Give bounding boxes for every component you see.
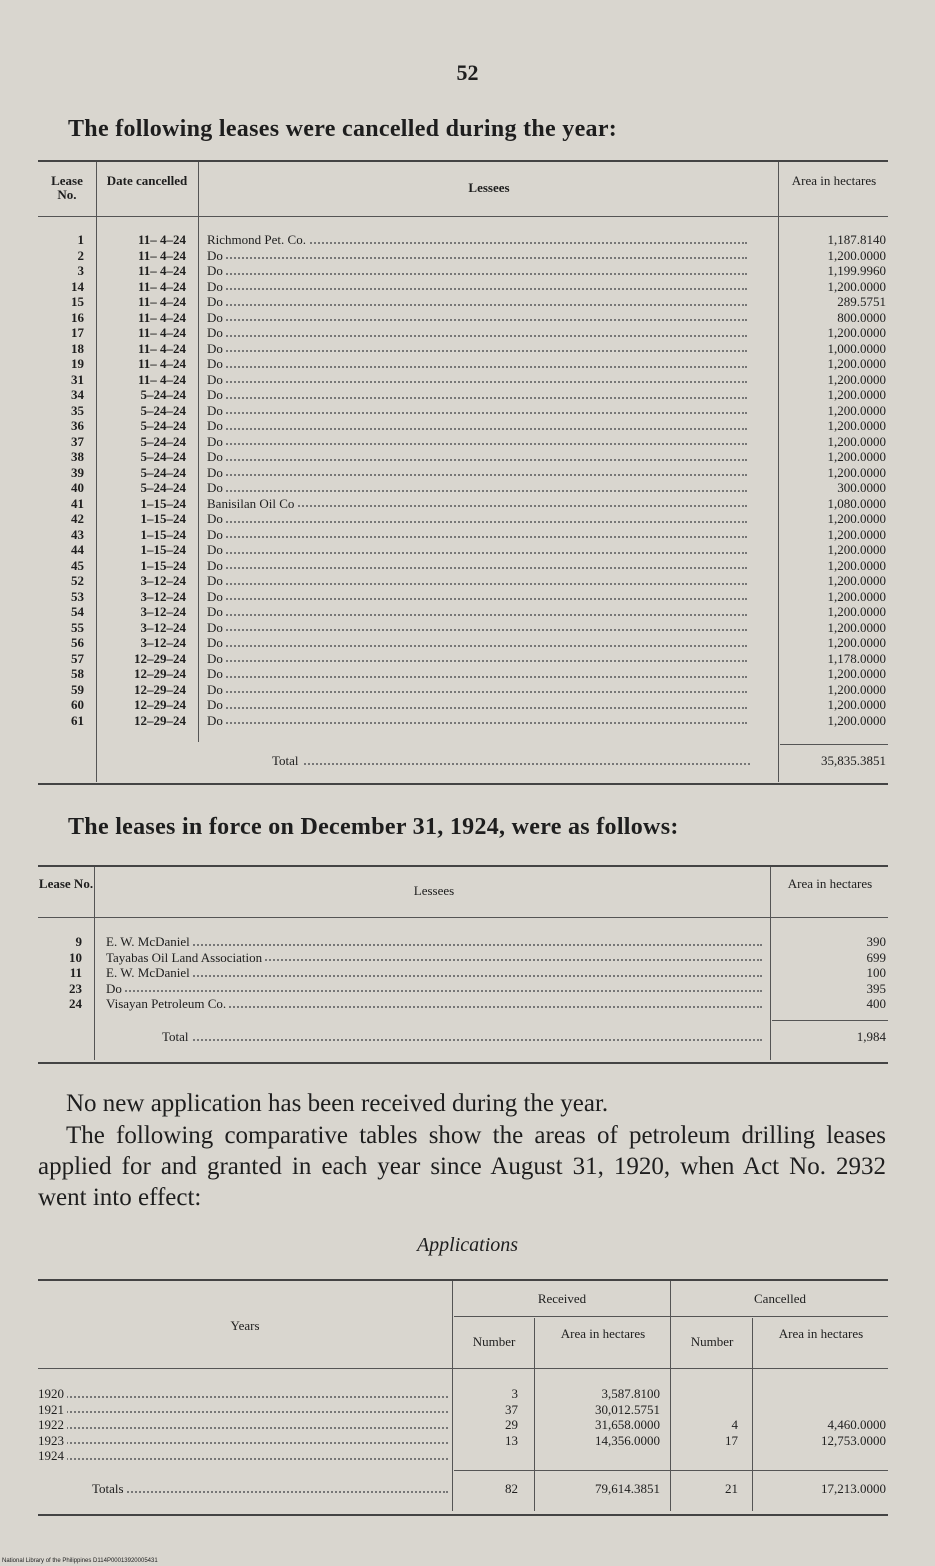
date-cell: 1–15–24 <box>140 511 186 526</box>
lessee-cell <box>207 248 747 264</box>
area-cell: 1,200.0000 <box>827 371 886 387</box>
area-cell: 390 <box>866 934 886 949</box>
year-cell-text: 1921 <box>38 1402 67 1417</box>
lease-no-cell: 41 <box>71 495 84 511</box>
lease-no-cell: 37 <box>71 433 84 449</box>
lessee-cell-text: Do <box>207 651 226 666</box>
lessee-cell <box>207 310 747 326</box>
date-cell: 1–15–24 <box>140 557 186 573</box>
date-cell: 11– 4–24 <box>137 309 186 325</box>
column-divider <box>770 867 771 1060</box>
date-cell: 5–24–24 <box>140 464 186 480</box>
area-cell: 1,200.0000 <box>827 247 886 263</box>
lessee-cell-text: Do <box>207 356 226 371</box>
lessee-cell-text: Do <box>207 449 226 464</box>
lease-no-cell: 39 <box>71 464 84 480</box>
column-divider <box>94 867 95 1060</box>
table-top-rule <box>38 160 888 162</box>
area-cell: 1,200.0000 <box>827 418 886 433</box>
area-cell: 1,200.0000 <box>827 542 886 557</box>
header-received: Received <box>537 1291 587 1306</box>
lessee-cell-text: Do <box>207 341 226 356</box>
lessee-cell <box>207 434 747 450</box>
lessee-cell <box>106 950 762 966</box>
header-area: Area in hectares <box>791 173 877 188</box>
area-cell: 1,200.0000 <box>827 619 886 635</box>
lease-no-cell: 40 <box>71 480 84 495</box>
date-cell: 1–15–24 <box>140 495 186 511</box>
lease-no-cell: 34 <box>71 387 84 402</box>
received-number-column <box>456 1386 518 1464</box>
date-cell: 11– 4–24 <box>137 247 186 263</box>
date-cell: 11– 4–24 <box>137 356 186 371</box>
area-cell: 1,200.0000 <box>827 356 886 371</box>
lessee-cell <box>207 511 747 527</box>
lessee-cell-text: Do <box>207 279 226 294</box>
header-bottom-rule <box>38 917 888 918</box>
total-label: Total <box>162 1029 762 1045</box>
date-cell: 12–29–24 <box>134 650 186 666</box>
area-cell: 1,200.0000 <box>827 557 886 573</box>
lessee-cell <box>207 418 747 434</box>
totals-rule <box>454 1470 888 1471</box>
area-cell: 800.0000 <box>837 309 886 325</box>
area-cell: 1,200.0000 <box>827 526 886 542</box>
totals-cancelled-area: 17,213.0000 <box>821 1481 886 1496</box>
lessee-cell <box>207 527 747 543</box>
totals-label: Totals <box>92 1481 448 1497</box>
received-area-column <box>538 1386 660 1464</box>
lessee-cell <box>207 387 747 403</box>
lessee-cell-text: Do <box>207 418 226 433</box>
cancelled-heading: The following leases were cancelled during the year: <box>68 116 618 142</box>
header-received-area: Area in hectares <box>560 1326 646 1341</box>
lessee-cell-text: Do <box>207 527 226 542</box>
area-cell: 1,187.8140 <box>827 232 886 247</box>
date-cell: 11– 4–24 <box>137 340 186 356</box>
lessee-cell <box>207 713 747 729</box>
lessee-cell-text: Do <box>207 604 226 619</box>
area-cell: 699 <box>866 949 886 965</box>
lessee-cell-text: Do <box>207 511 226 526</box>
total-value: 35,835.3851 <box>821 753 886 768</box>
received-area-cell: 31,658.0000 <box>595 1417 660 1432</box>
lease-no-cell: 44 <box>71 542 84 557</box>
column-divider <box>670 1281 671 1511</box>
table-bottom-rule <box>38 1514 888 1516</box>
lessee-cell-text: Do <box>207 589 226 604</box>
header-cancelled: Cancelled <box>754 1291 806 1306</box>
lessee-cell <box>207 620 747 636</box>
received-area-cell <box>538 1448 660 1464</box>
year-cell <box>38 1417 448 1433</box>
table-bottom-rule <box>38 783 888 785</box>
lessee-cell <box>207 356 747 372</box>
cancelled-number-cell: 4 <box>731 1417 738 1432</box>
year-cell-text: 1920 <box>38 1386 67 1401</box>
table-top-rule <box>38 1279 888 1281</box>
column-divider <box>198 162 199 742</box>
received-number-cell <box>456 1448 518 1464</box>
lessee-cell-text: Do <box>207 682 226 697</box>
area-cell: 100 <box>866 965 886 980</box>
lessee-cell <box>207 604 747 620</box>
lease-no-cell: 14 <box>71 278 84 294</box>
lease-no-cell: 52 <box>71 573 84 588</box>
lessee-cell-text: Do <box>207 542 226 557</box>
lessee-cell <box>207 651 747 667</box>
date-cell: 11– 4–24 <box>137 232 186 247</box>
lessee-cell-text: Do <box>207 465 226 480</box>
page-number: 52 <box>456 60 479 85</box>
header-bottom-rule <box>38 216 888 217</box>
column-divider <box>534 1318 535 1511</box>
lessee-cell <box>207 573 747 589</box>
lease-no-cell: 59 <box>71 681 84 697</box>
lessee-cell <box>207 325 747 341</box>
lessee-cell-text: Do <box>207 480 226 495</box>
date-cell: 11– 4–24 <box>137 278 186 294</box>
date-cell: 1–15–24 <box>140 526 186 542</box>
lease-no-cell: 42 <box>71 511 84 526</box>
date-cell: 5–24–24 <box>140 433 186 449</box>
lease-no-cell: 38 <box>71 449 84 464</box>
date-column <box>104 232 186 728</box>
date-cell: 12–29–24 <box>134 712 186 728</box>
date-cell: 12–29–24 <box>134 666 186 681</box>
area-cell: 1,200.0000 <box>827 511 886 526</box>
area-cell: 395 <box>866 980 886 996</box>
lessee-cell <box>207 682 747 698</box>
year-cell-text: 1923 <box>38 1433 67 1448</box>
lessee-cell <box>207 558 747 574</box>
header-date-cancelled: Date cancelled <box>106 173 188 188</box>
lessee-cell-text: Do <box>207 620 226 635</box>
lease-no-cell: 10 <box>69 949 82 965</box>
lease-no-cell: 18 <box>71 340 84 356</box>
lessee-cell-text: Do <box>207 325 226 340</box>
date-cell: 12–29–24 <box>134 697 186 712</box>
date-cell: 5–24–24 <box>140 402 186 418</box>
date-cell: 5–24–24 <box>140 449 186 464</box>
header-received-number: Number <box>472 1334 516 1349</box>
lease-no-cell: 35 <box>71 402 84 418</box>
column-divider <box>752 1318 753 1511</box>
lessee-column <box>207 232 747 728</box>
lessee-cell <box>207 496 747 512</box>
area-cell: 1,000.0000 <box>827 340 886 356</box>
lessee-cell <box>207 294 747 310</box>
area-cell: 289.5751 <box>837 294 886 309</box>
total-label: Total <box>272 753 750 769</box>
lessee-cell-text: Do <box>207 294 226 309</box>
area-cell: 1,200.0000 <box>827 402 886 418</box>
header-lessees: Lessees <box>468 180 510 195</box>
lease-no-cell: 3 <box>77 263 84 278</box>
lessee-cell <box>207 480 747 496</box>
area-cell: 300.0000 <box>837 480 886 495</box>
date-cell: 11– 4–24 <box>137 325 186 340</box>
area-cell: 1,200.0000 <box>827 278 886 294</box>
date-cell: 11– 4–24 <box>137 371 186 387</box>
cancelled-area-cell <box>756 1386 886 1402</box>
date-cell: 3–12–24 <box>140 604 186 619</box>
area-cell: 1,080.0000 <box>827 495 886 511</box>
date-cell: 11– 4–24 <box>137 263 186 278</box>
lessee-cell <box>106 996 762 1012</box>
lessee-cell <box>207 372 747 388</box>
lessee-cell-text: Banisilan Oil Co <box>207 496 297 511</box>
date-cell: 3–12–24 <box>140 635 186 650</box>
area-cell: 1,178.0000 <box>827 650 886 666</box>
lessee-cell-text: Do <box>207 666 226 681</box>
area-cell: 1,200.0000 <box>827 635 886 650</box>
received-number-cell: 3 <box>511 1386 518 1401</box>
totals-cancelled-number: 21 <box>725 1481 738 1496</box>
lease-no-cell: 56 <box>71 635 84 650</box>
lessee-cell-text: Do <box>207 558 226 573</box>
header-area: Area in hectares <box>787 876 873 891</box>
lease-no-cell: 24 <box>69 996 82 1011</box>
date-cell: 5–24–24 <box>140 418 186 433</box>
lessee-cell-text: Do <box>106 981 125 996</box>
lease-no-cell: 57 <box>71 650 84 666</box>
lessee-cell-text: Richmond Pet. Co. <box>207 232 309 247</box>
lessee-cell-text: Do <box>207 310 226 325</box>
lease-no-cell: 11 <box>69 965 82 980</box>
lessee-cell-text: E. W. McDaniel <box>106 965 193 980</box>
date-cell: 3–12–24 <box>140 573 186 588</box>
lessee-cell-text: Tayabas Oil Land Association <box>106 950 265 965</box>
column-divider <box>96 162 97 782</box>
lease-no-cell: 19 <box>71 356 84 371</box>
lessee-cell-text: Do <box>207 387 226 402</box>
lease-no-cell: 15 <box>71 294 84 309</box>
column-divider <box>452 1281 453 1511</box>
date-cell: 5–24–24 <box>140 480 186 495</box>
area-cell: 1,200.0000 <box>827 697 886 712</box>
lessee-cell <box>106 981 762 997</box>
total-value: 1,984 <box>856 1029 886 1044</box>
area-cell: 1,200.0000 <box>827 449 886 464</box>
received-area-cell: 14,356.0000 <box>595 1432 660 1448</box>
received-area-cell: 30,012.5751 <box>595 1401 660 1417</box>
area-cell: 1,200.0000 <box>827 604 886 619</box>
received-area-cell: 3,587.8100 <box>601 1386 660 1401</box>
lessee-cell-text: Do <box>207 635 226 650</box>
year-cell <box>38 1433 448 1449</box>
cancelled-area-cell <box>756 1402 886 1418</box>
lease-no-cell: 60 <box>71 697 84 712</box>
cancelled-number-column <box>674 1386 738 1464</box>
cancelled-number-cell <box>674 1386 738 1402</box>
lessee-column <box>106 934 762 1012</box>
header-years: Years <box>230 1318 260 1333</box>
header-lessees: Lessees <box>413 883 455 898</box>
year-cell-text: 1924 <box>38 1448 67 1463</box>
lessee-cell <box>207 279 747 295</box>
library-footer-note: National Library of the Philippines D114P00013920005431 <box>2 1558 158 1564</box>
date-cell: 3–12–24 <box>140 619 186 635</box>
lease-no-cell: 58 <box>71 666 84 681</box>
lessee-cell <box>207 341 747 357</box>
lessee-cell-text: Do <box>207 434 226 449</box>
in-force-heading: The leases in force on December 31, 1924, were as follows: <box>68 814 679 840</box>
lessee-cell <box>207 449 747 465</box>
area-cell: 1,200.0000 <box>827 681 886 697</box>
applications-caption: Applications <box>416 1234 519 1256</box>
date-cell: 11– 4–24 <box>137 294 186 309</box>
date-cell: 5–24–24 <box>140 387 186 402</box>
lease-no-cell: 2 <box>77 247 84 263</box>
lease-no-cell: 55 <box>71 619 84 635</box>
cancelled-area-cell <box>756 1448 886 1464</box>
lessee-cell <box>207 465 747 481</box>
year-column <box>38 1386 448 1464</box>
lessee-cell <box>106 934 762 950</box>
lease-no-cell: 1 <box>77 232 84 247</box>
header-cancelled-area: Area in hectares <box>778 1326 864 1341</box>
lease-no-cell: 9 <box>75 934 82 949</box>
lessee-cell-text: Do <box>207 713 226 728</box>
lease-no-cell: 17 <box>71 325 84 340</box>
header-bottom-rule <box>38 1368 888 1369</box>
area-cell: 1,200.0000 <box>827 666 886 681</box>
area-cell: 1,200.0000 <box>827 588 886 604</box>
lessee-cell-text: Do <box>207 403 226 418</box>
lease-no-cell: 43 <box>71 526 84 542</box>
date-cell: 3–12–24 <box>140 588 186 604</box>
totals-received-area: 79,614.3851 <box>595 1481 660 1496</box>
lease-no-cell: 36 <box>71 418 84 433</box>
paragraph-comparative-tables: The following comparative tables show the areas of petroleum drilling leases applied for and granted in each year since August 31, 1920, when Act No. 2932 went into effect: <box>38 1122 886 1211</box>
header-lease-no: Lease No. <box>51 173 83 202</box>
paragraph-no-applications: No new application has been received during the year. <box>66 1090 609 1117</box>
lease-no-cell: 61 <box>71 712 84 728</box>
lessee-cell <box>207 542 747 558</box>
received-number-cell: 37 <box>505 1401 518 1417</box>
lessee-cell <box>207 635 747 651</box>
area-cell: 1,200.0000 <box>827 433 886 449</box>
lease-no-cell: 16 <box>71 309 84 325</box>
lessee-cell-text: Visayan Petroleum Co. <box>106 996 229 1011</box>
cancelled-number-cell <box>674 1448 738 1464</box>
lease-no-cell: 23 <box>69 980 82 996</box>
received-number-cell: 13 <box>505 1432 518 1448</box>
lessee-cell-text: Do <box>207 697 226 712</box>
total-rule <box>772 1020 888 1021</box>
lessee-cell-text: Do <box>207 573 226 588</box>
table-bottom-rule <box>38 1062 888 1064</box>
lessee-cell <box>207 589 747 605</box>
lessee-cell-text: E. W. McDaniel <box>106 934 193 949</box>
date-cell: 12–29–24 <box>134 681 186 697</box>
group-header-rule <box>454 1316 888 1317</box>
cancelled-area-cell: 4,460.0000 <box>827 1417 886 1432</box>
year-cell-text: 1922 <box>38 1417 67 1432</box>
area-cell: 1,200.0000 <box>827 387 886 402</box>
lease-no-cell: 31 <box>71 371 84 387</box>
lessee-cell-text: Do <box>207 263 226 278</box>
date-cell: 1–15–24 <box>140 542 186 557</box>
lease-no-column <box>40 934 82 1012</box>
area-cell: 400 <box>866 996 886 1011</box>
lessee-cell <box>207 232 747 248</box>
column-divider <box>778 162 779 782</box>
area-cell: 1,200.0000 <box>827 325 886 340</box>
area-column <box>780 232 886 728</box>
received-number-cell: 29 <box>505 1417 518 1432</box>
lease-no-cell: 54 <box>71 604 84 619</box>
table-top-rule <box>38 865 888 867</box>
area-column <box>772 934 886 1012</box>
header-cancelled-number: Number <box>690 1334 734 1349</box>
total-rule <box>780 744 888 745</box>
cancelled-area-column <box>756 1386 886 1464</box>
lessee-cell-text: Do <box>207 372 226 387</box>
lessee-cell <box>207 403 747 419</box>
area-cell: 1,200.0000 <box>827 573 886 588</box>
header-lease-no: Lease No. <box>38 876 94 891</box>
cancelled-area-cell: 12,753.0000 <box>821 1432 886 1448</box>
lessee-cell <box>207 666 747 682</box>
lease-no-cell: 45 <box>71 557 84 573</box>
lease-no-cell: 53 <box>71 588 84 604</box>
totals-received-number: 82 <box>505 1481 518 1496</box>
lessee-cell-text: Do <box>207 248 226 263</box>
area-cell: 1,200.0000 <box>827 712 886 728</box>
area-cell: 1,200.0000 <box>827 464 886 480</box>
cancelled-number-cell: 17 <box>725 1432 738 1448</box>
year-cell <box>38 1386 448 1402</box>
area-cell: 1,199.9960 <box>827 263 886 278</box>
cancelled-number-cell <box>674 1402 738 1418</box>
lessee-cell <box>207 263 747 279</box>
year-cell <box>38 1448 448 1464</box>
lessee-cell <box>207 697 747 713</box>
year-cell <box>38 1402 448 1418</box>
lessee-cell <box>106 965 762 981</box>
lease-no-column <box>40 232 84 728</box>
